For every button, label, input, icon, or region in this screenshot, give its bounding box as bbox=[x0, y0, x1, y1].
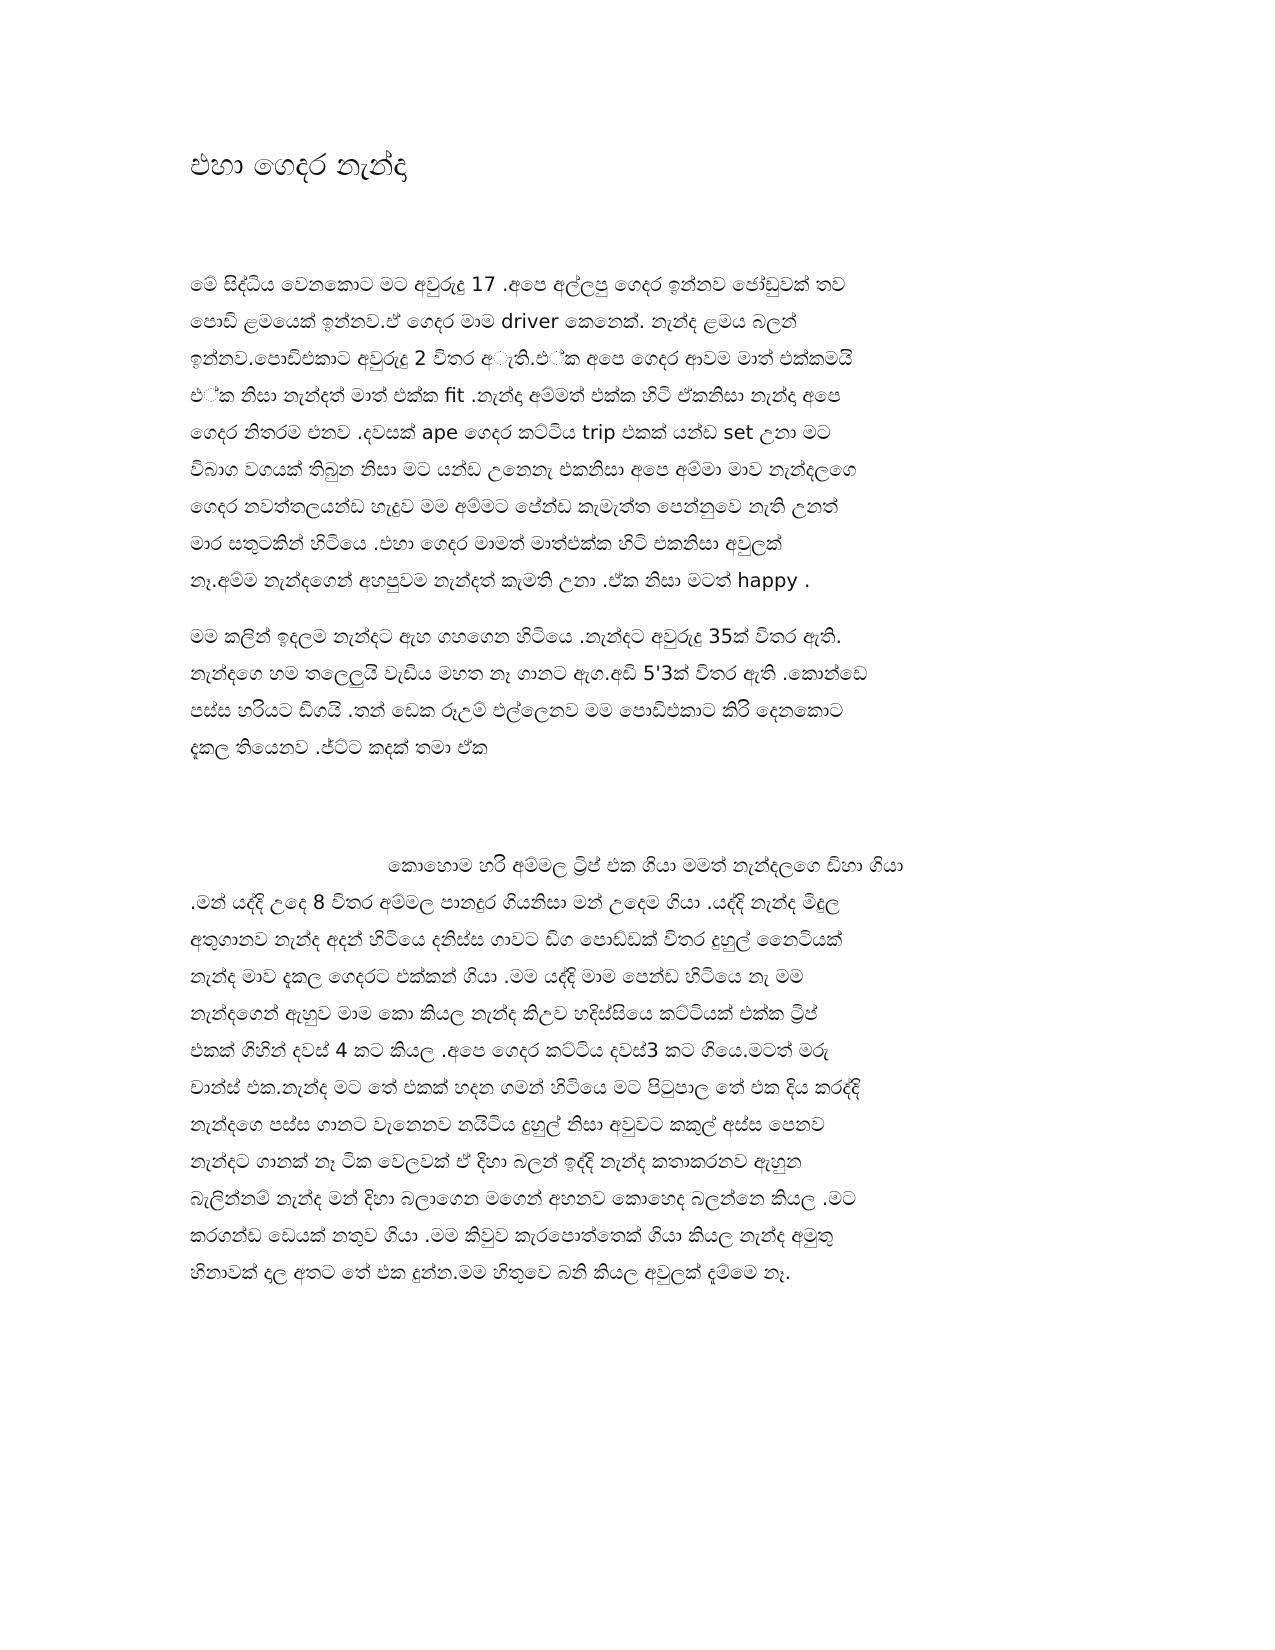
paragraph-line: මේ සිද්ධිය වෙනකොට මට අවුරුදු 17 .අපෙ අල්ලපු ගෙදර ඉන්නව ජෝඩුවක් තව bbox=[190, 273, 846, 296]
paragraph-line: අතුගානව නැන්ද අදන් හිටියෙ දනිස්ස ගාවට ඩිග පොඩ්ඩක් විතර දුහුල් නෛටියක් bbox=[190, 928, 843, 951]
paragraph-line: මම කලින් ඉදලම නැන්දට ඇහ ගහගෙන හිටියෙ .නැන්දට අවුරුදු 35ක් විතර ඇති. bbox=[190, 625, 842, 648]
paragraph-line: නැන්දට ගානක් නෑ ටික වෙලවක් ඒ දිහා බලන් ඉද්දි නැන්ද කතාකරනව ඇහුන bbox=[190, 1150, 802, 1173]
paragraph-2 bbox=[190, 618, 1070, 766]
paragraph-line: නෑ.අම්ම නැන්දගෙන් අහපුවම නැන්දත් කැමති උනා .ඒක නිසා මටත් happy . bbox=[190, 569, 811, 592]
paragraph-line: නැන්දගෙන් ඇහුව මාම කො කියල නැන්ද කිඋව හදිස්සියෙ කට්ටියක් එක්ක ට්‍රිප් bbox=[190, 1002, 818, 1025]
paragraph-line: නැන්දගෙ හම තලෙලුයි වැඩිය මහත නෑ ගානට ඇග.අඩි 5'3ක් විතර ඇති .කොන්ඩෙ bbox=[190, 662, 868, 685]
paragraph-line: ගෙදර නවත්තලයන්ඩ හැදුව මම අම්මට පේන්ඩ කැමැත්ත පෙන්නුවෙ නැති උනත් bbox=[190, 495, 839, 518]
paragraph-line: හිනාවක් දාල අතට තේ එක දුන්න.මම හිතුවෙ බනි කියල අවුලක් දැම්මෙ නෑ. bbox=[190, 1261, 791, 1284]
paragraph-line: ගෙදර නිතරම එනව .දවසක් ape ගෙදර කට්ටිය trip එකක් යන්ඩ set උනා මට bbox=[190, 421, 831, 444]
paragraph-line: චාන්ස් එක.නැන්ද මට තේ එකක් හදන ගමන් හිටියෙ මට පිටුපාල තේ එක දිය කරද්දි bbox=[190, 1076, 860, 1099]
paragraph-line: මාර සතුටකින් හිටියෙ .එහා ගෙදර මාමත් මාත්එක්ක හිටි එකනිසා අවුලක් bbox=[190, 532, 782, 555]
paragraph-line: ඉන්නව.පොඩිඑකාට අවුරුදු 2 විතර අැති.එ්ක අපෙ ගෙදර ආවම මාත් එක්කමයි bbox=[190, 347, 853, 370]
paragraph-line: පස්ස හරියට ඩිගයි .තන් ඩෙක රූඋම් එල්ලෙනව මම පොඩිඑකාට කිරි දෙනකොට bbox=[190, 699, 844, 722]
paragraph-line: කොහොම හරි අම්මල ට්‍රිප් එක ගියා මමත් නැන්දලගෙ ඩිහා ගියා bbox=[388, 854, 904, 877]
paragraph-line: එ්ක නිසා නැන්දත් මාත් එක්ක fit .නැන්දා අම්මත් එක්ක හිටි ඒකනිසා නැන්දා අපෙ bbox=[190, 384, 841, 407]
paragraph-line: නැන්දගෙ පස්ස ගානට වැනෙනව නයිටිය දුහුල් නිසා අවුවට කකුල් අස්ස පෙනව bbox=[190, 1113, 825, 1136]
paragraph-line: එකක් ගිහින් දවස් 4 කට කියල .අපෙ ගෙදර කට්ටිය දවස්3 කට ගියෙ.මටත් මරු bbox=[190, 1039, 829, 1062]
paragraph-line: බැලින්නම් නැන්ද මන් දිහා බලාගෙන මගෙන් අහනව කොහෙද බලන්නෙ කියල .මට bbox=[190, 1187, 857, 1210]
paragraph-line: දැකල තියෙනව .ජ්ට්ට කදක් තමා ඒක bbox=[190, 736, 488, 759]
paragraph-line: නැන්ද මාව දැකල ගෙදරට එක්කන් ගියා .මම යද්දි මාම පෙන්ඩ හිටියෙ නැ මම bbox=[190, 965, 804, 988]
paragraph-line: කරගන්ඩ ඩෙයක් නතුව ගියා .මම කිවුව කැරපොත්තෙක් ගියා කියල නැන්ද අමුතු bbox=[190, 1224, 834, 1247]
paragraph-3 bbox=[190, 847, 1070, 1291]
paragraph-line: පොඩි ළමයෙක් ඉන්නව.ඒ ගෙදර මාම driver කෙනෙක්. නැන්ද ළමය බලන් bbox=[190, 310, 797, 333]
paragraph-line: .මන් යද්දි උදෙ 8 විතර අම්මල පානදුර ගියනිසා මන් උදෙම ගියා .යද්දි නැන්ද මිදුල bbox=[190, 891, 840, 914]
paragraph-1 bbox=[190, 266, 1070, 599]
document-title: එහා ගෙදර නැන්දා bbox=[190, 148, 407, 183]
paragraph-line: විබාග වගයක් තිබුන නිසා මට යන්ඩ උනෙනැ එකනිසා අපෙ අම්මා මාව නැන්දලගෙ bbox=[190, 458, 857, 481]
